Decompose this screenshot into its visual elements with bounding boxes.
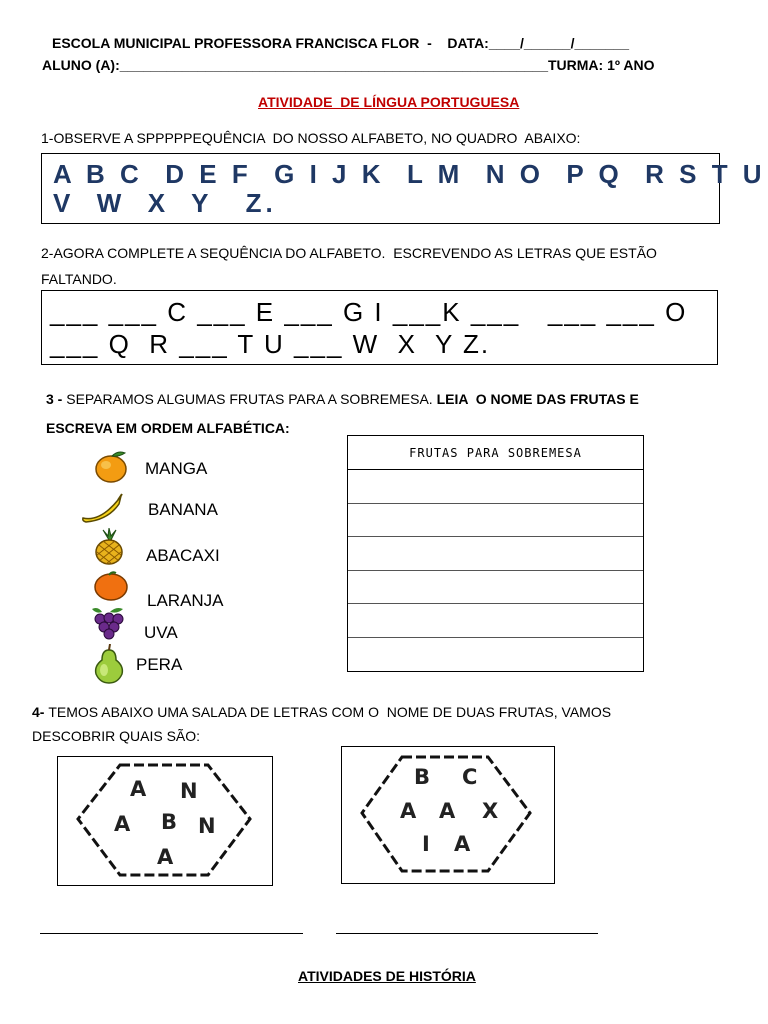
sequence-box — [41, 290, 718, 365]
question-4-text: TEMOS ABAIXO UMA SALADA DE LETRAS COM O NOME DE DUAS FRUTAS, VAMOS — [48, 704, 612, 720]
puzzle-1-letter: A — [157, 845, 174, 869]
question-4-text-line1 — [32, 704, 611, 720]
question-4-number: 4- — [32, 704, 49, 720]
student-line: ALUNO (A):_______________________________________________________TURMA: 1º ANO — [42, 57, 655, 73]
fruit-label-banana: BANANA — [148, 500, 218, 519]
table-row[interactable] — [348, 470, 643, 504]
table-row[interactable] — [348, 537, 643, 571]
puzzle-1-letter: B — [161, 810, 178, 834]
question-3-text-bold: LEIA O NOME DAS FRUTAS E — [436, 391, 639, 407]
puzzle-2-letter: C — [462, 765, 478, 789]
letter-puzzle-2 — [341, 746, 555, 884]
fruit-label-laranja: LARANJA — [147, 591, 224, 610]
fruit-label-uva: UVA — [144, 623, 178, 642]
fruit-label-abacaxi: ABACAXI — [146, 546, 220, 565]
letter-puzzle-1 — [57, 756, 273, 886]
question-3-text-line2: ESCREVA EM ORDEM ALFABÉTICA: — [46, 420, 290, 436]
puzzle-1-letter: N — [180, 779, 198, 803]
grapes-icon — [90, 606, 128, 640]
puzzle-2-letter: A — [400, 799, 417, 823]
answer-line-2[interactable] — [336, 933, 598, 934]
puzzle-2-letter: A — [439, 799, 456, 823]
fruits-answer-table — [347, 435, 644, 672]
question-3-number: 3 - — [46, 391, 67, 407]
puzzle-1-letter: A — [130, 777, 147, 801]
section-title: ATIVIDADE DE LÍNGUA PORTUGUESA — [258, 94, 520, 110]
mango-icon — [92, 449, 132, 485]
table-row[interactable] — [348, 638, 643, 672]
pear-icon — [90, 644, 128, 684]
table-title: FRUTAS PARA SOBREMESA — [348, 436, 643, 470]
puzzle-1-letter: N — [198, 814, 216, 838]
orange-icon — [92, 571, 130, 601]
alphabet-box — [41, 153, 766, 224]
sequence-row-2[interactable]: ___ Q R ___ T U ___ W X Y Z. — [50, 329, 491, 359]
table-row[interactable] — [348, 604, 643, 638]
table-row[interactable] — [348, 504, 643, 538]
answer-line-1[interactable] — [40, 933, 303, 934]
sequence-row-1[interactable]: ___ ___ C ___ E ___ G I ___K ___ ___ ___ O — [50, 297, 688, 327]
puzzle-2-letter: X — [482, 799, 499, 823]
puzzle-2-letter: B — [414, 765, 431, 789]
puzzle-1-letter: A — [114, 812, 131, 836]
pineapple-icon — [90, 528, 128, 566]
table-row[interactable] — [348, 571, 643, 605]
question-3-text-normal: SEPARAMOS ALGUMAS FRUTAS PARA A SOBREMESA. — [66, 391, 437, 407]
fruit-label-pera: PERA — [136, 655, 183, 674]
puzzle-2-letter: A — [454, 832, 471, 856]
puzzle-2-letter: I — [422, 832, 430, 856]
question-1-text: 1-OBSERVE A SPPPPPEQUÊNCIA DO NOSSO ALFABETO, NO QUADRO ABAIXO: — [41, 130, 581, 146]
question-2-text-line1: 2-AGORA COMPLETE A SEQUÊNCIA DO ALFABETO. ESCREVENDO AS LETRAS QUE ESTÃO — [41, 245, 657, 261]
fruit-label-manga: MANGA — [145, 459, 208, 478]
question-2-text-line2: FALTANDO. — [41, 271, 117, 287]
history-section-title: ATIVIDADES DE HISTÓRIA — [298, 968, 476, 984]
alphabet-row-1: A B C D E F G I J K L M N O P Q R S T U — [53, 159, 766, 189]
banana-icon — [80, 492, 124, 524]
question-3-text-line1 — [46, 391, 639, 407]
school-header: ESCOLA MUNICIPAL PROFESSORA FRANCISCA FLOR - DATA:____/______/_______ — [52, 35, 629, 51]
alphabet-row-2: V W X Y Z. — [53, 188, 277, 218]
question-4-text-line2: DESCOBRIR QUAIS SÃO: — [32, 728, 201, 744]
